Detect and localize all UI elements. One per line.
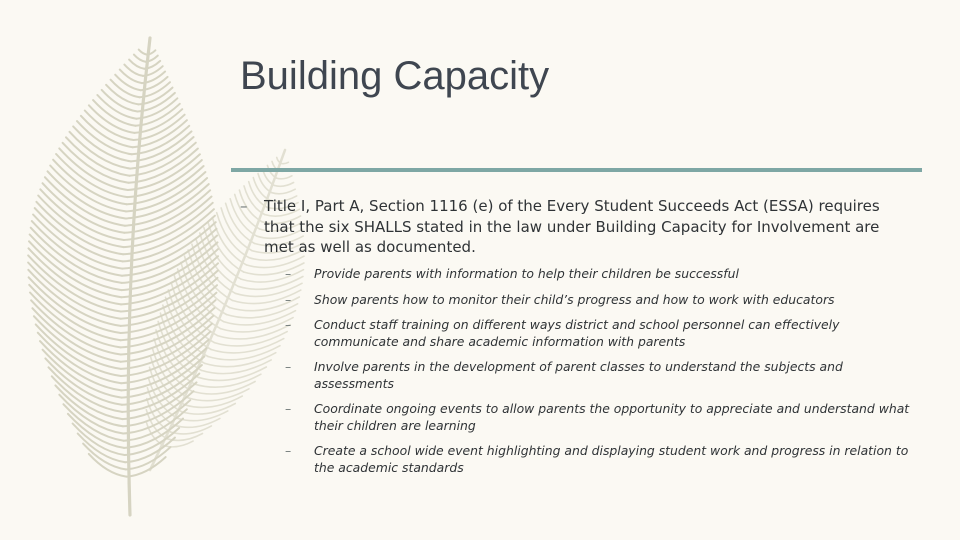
sub-bullet-text: Conduct staff training on different ways district and school personnel can effectively communicate and share academic information with parents: [314, 317, 840, 349]
bullet-marker: –: [285, 317, 292, 332]
title-divider: [231, 168, 922, 172]
sub-bullet-text: Involve parents in the development of parent classes to understand the subjects and assessments: [314, 359, 843, 391]
sub-bullet-text: Provide parents with information to help their children be successful: [314, 266, 739, 281]
main-bullet: [240, 196, 900, 258]
sub-bullet-text: Create a school wide event highlighting and displaying student work and progress in relation to the academic standards: [314, 443, 909, 475]
bullet-marker: –: [285, 266, 292, 281]
list-item: [285, 443, 925, 476]
main-bullet-text: Title I, Part A, Section 1116 (e) of the Every Student Succeeds Act (ESSA) requires that the six SHALLS stated in the law under Building Capacity for Involvement are met as well as documented.: [264, 197, 880, 256]
list-item: [285, 317, 925, 350]
sub-bullet-list: [285, 266, 925, 476]
bullet-marker: –: [240, 197, 248, 215]
page-title: Building Capacity: [240, 54, 550, 98]
list-item: [285, 359, 925, 392]
bullet-marker: –: [285, 443, 292, 458]
bullet-marker: –: [285, 401, 292, 416]
list-item: [285, 266, 925, 283]
list-item: [285, 401, 925, 434]
bullet-marker: –: [285, 291, 292, 307]
sub-bullet-text: Coordinate ongoing events to allow parents the opportunity to appreciate and understand what their children are learning: [314, 401, 910, 433]
bullet-marker: –: [285, 359, 292, 374]
list-item: [285, 292, 925, 309]
sub-bullet-text: Show parents how to monitor their child’s progress and how to work with educators: [314, 291, 835, 307]
